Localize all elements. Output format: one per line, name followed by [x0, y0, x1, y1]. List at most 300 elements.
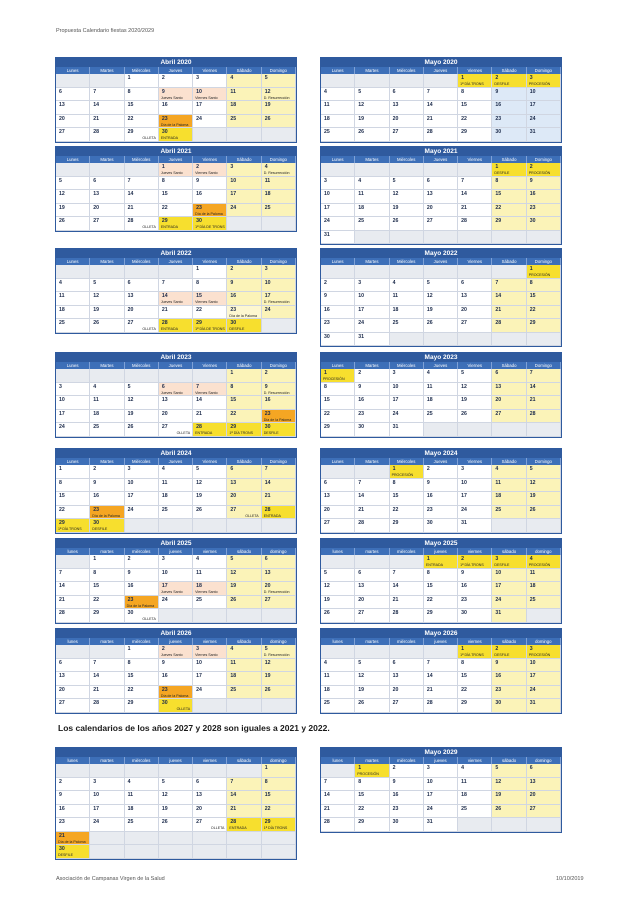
day-number: 17	[495, 583, 502, 589]
day-event-label: Día de la Paloma	[195, 211, 223, 216]
day-number: 11	[358, 191, 364, 197]
day-number: 25	[324, 700, 330, 706]
calendar-grid	[321, 74, 561, 142]
day-number: 1	[196, 266, 200, 272]
day-number: 30	[59, 846, 65, 852]
calendar-grid	[56, 465, 296, 533]
day-cell	[355, 204, 389, 218]
day-cell	[159, 699, 193, 713]
day-cell	[424, 204, 458, 218]
day-number: 14	[358, 493, 365, 499]
day-cell	[492, 204, 526, 218]
weekday-label: Jueves	[424, 458, 458, 465]
day-event-label: DESFILE	[58, 853, 73, 857]
day-number: 27	[426, 218, 433, 224]
day-number: 12	[264, 659, 271, 666]
day-number: 13	[358, 583, 365, 589]
day-cell	[90, 279, 124, 293]
calendar-title: Abril 2021	[56, 147, 296, 156]
day-cell	[458, 492, 492, 506]
day-number: 23	[426, 506, 433, 513]
day-number: 26	[358, 700, 365, 706]
day-cell	[56, 832, 90, 846]
day-cell	[458, 128, 492, 142]
day-number: 30	[93, 520, 100, 526]
weekday-header	[321, 757, 561, 764]
day-cell	[390, 479, 424, 493]
day-number: 14	[161, 293, 168, 299]
day-cell	[458, 805, 492, 819]
day-cell	[262, 791, 296, 805]
day-cell	[424, 128, 458, 142]
day-number: 29	[358, 819, 365, 825]
day-cell	[193, 306, 227, 320]
calendar-mayo-2022	[320, 248, 562, 347]
day-number: 11	[264, 177, 271, 184]
day-cell	[227, 791, 261, 805]
day-cell	[262, 292, 296, 306]
day-number: 11	[495, 479, 501, 486]
day-cell	[227, 115, 261, 129]
day-cell	[424, 555, 458, 569]
day-event-label: PROCESIÓN	[528, 82, 551, 86]
day-cell	[125, 645, 159, 659]
day-cell	[527, 319, 561, 333]
day-cell	[458, 319, 492, 333]
day-cell	[321, 369, 355, 383]
day-cell	[390, 88, 424, 102]
day-cell	[90, 596, 124, 610]
day-number: 9	[161, 659, 165, 666]
day-number: 10	[93, 792, 100, 798]
day-number: 27	[59, 129, 65, 135]
day-number: 18	[196, 583, 202, 589]
calendar-grid	[56, 163, 296, 231]
calendar-title: Abril 2023	[56, 353, 296, 362]
weekday-label: Jueves	[159, 258, 193, 265]
day-cell	[527, 805, 561, 819]
day-cell	[262, 369, 296, 383]
day-number: 30	[495, 700, 502, 706]
day-number: 28	[93, 129, 100, 135]
day-number: 10	[426, 778, 433, 785]
day-event-label: Día de la Paloma	[92, 513, 120, 518]
calendar-title: Mayo 2025	[321, 539, 561, 548]
day-event-label: D. Resurrección	[263, 95, 290, 100]
day-cell	[262, 163, 296, 177]
day-number: 4	[358, 177, 362, 184]
day-cell	[125, 845, 159, 859]
weekday-label: Jueves	[424, 258, 458, 265]
day-number: 19	[426, 306, 433, 313]
day-number: 16	[93, 493, 100, 499]
day-event-label: Viernes Santo	[195, 590, 218, 594]
day-cell	[125, 465, 159, 479]
day-event-label: 1ª DÍA TRONS	[229, 431, 254, 435]
day-number: 26	[161, 819, 168, 825]
weekday-label: lunes	[56, 757, 90, 764]
weekday-label: Lunes	[56, 362, 90, 369]
weekday-header	[321, 67, 561, 74]
day-cell	[458, 383, 492, 397]
day-number: 22	[264, 805, 271, 812]
day-cell	[355, 217, 389, 231]
weekday-label: jueves	[424, 548, 458, 555]
day-cell	[56, 778, 90, 792]
day-number: 6	[392, 659, 396, 666]
day-number: 14	[392, 583, 399, 589]
day-number: 8	[324, 383, 327, 390]
weekday-label: Miércoles	[125, 258, 159, 265]
day-number: 17	[324, 204, 330, 211]
day-cell	[390, 555, 424, 569]
day-number: 4	[59, 279, 62, 286]
day-number: 15	[127, 673, 134, 679]
day-cell	[193, 217, 227, 231]
weekday-label: Lunes	[56, 458, 90, 465]
day-number: 24	[59, 424, 65, 430]
day-cell	[458, 204, 492, 218]
day-cell	[125, 88, 159, 102]
day-cell	[492, 128, 526, 142]
day-cell	[355, 292, 389, 306]
weekday-label: jueves	[424, 638, 458, 645]
weekday-label: Sábado	[492, 67, 526, 74]
day-cell	[492, 596, 526, 610]
day-cell	[321, 699, 355, 713]
day-cell	[355, 519, 389, 533]
day-event-label: OLLETA	[142, 617, 156, 621]
day-cell	[193, 369, 227, 383]
day-cell	[125, 686, 159, 700]
day-cell	[125, 217, 159, 231]
day-number: 18	[358, 204, 365, 211]
day-cell	[262, 217, 296, 231]
day-cell	[193, 204, 227, 218]
day-number: 18	[392, 306, 399, 313]
day-cell	[159, 659, 193, 673]
day-cell	[424, 333, 458, 347]
day-number: 4	[461, 765, 465, 771]
day-cell	[527, 423, 561, 437]
day-number: 25	[324, 129, 330, 135]
day-event-label: OLLETA	[142, 225, 156, 229]
day-number: 17	[230, 191, 237, 197]
weekday-label: Lunes	[321, 458, 355, 465]
weekday-label: Lunes	[321, 362, 355, 369]
day-number: 25	[230, 115, 237, 122]
day-event-label: 1ª DÍA TRONS	[460, 82, 484, 86]
day-number: 19	[358, 115, 365, 122]
day-cell	[56, 115, 90, 129]
day-cell	[527, 115, 561, 129]
day-cell	[390, 101, 424, 115]
day-cell	[56, 265, 90, 279]
day-number: 27	[161, 424, 168, 430]
day-cell	[321, 396, 355, 410]
weekday-label: Jueves	[159, 458, 193, 465]
day-number: 24	[127, 506, 134, 513]
day-cell	[321, 410, 355, 424]
day-cell	[159, 805, 193, 819]
day-number: 15	[324, 397, 330, 403]
day-cell	[227, 163, 261, 177]
day-cell	[458, 333, 492, 347]
day-cell	[321, 319, 355, 333]
weekday-label: Jueves	[159, 156, 193, 163]
day-cell	[159, 609, 193, 623]
day-number: 26	[529, 506, 536, 513]
day-number: 23	[196, 204, 202, 211]
day-number: 23	[59, 819, 65, 825]
day-number: 29	[59, 520, 65, 526]
day-cell	[125, 369, 159, 383]
day-cell	[355, 163, 389, 177]
weekday-header	[321, 638, 561, 645]
day-number: 31	[392, 424, 399, 430]
day-cell	[56, 279, 90, 293]
day-cell	[527, 764, 561, 778]
day-cell	[492, 645, 526, 659]
day-cell	[227, 832, 261, 846]
day-number: 22	[93, 596, 100, 603]
day-cell	[193, 805, 227, 819]
day-number: 21	[93, 115, 100, 122]
day-cell	[193, 279, 227, 293]
day-number: 24	[358, 320, 365, 326]
day-cell	[262, 383, 296, 397]
day-number: 8	[196, 279, 200, 286]
day-cell	[227, 659, 261, 673]
day-number: 1	[127, 75, 131, 81]
day-cell	[262, 596, 296, 610]
day-number: 5	[264, 646, 268, 652]
day-cell	[56, 101, 90, 115]
day-cell	[458, 396, 492, 410]
day-cell	[355, 659, 389, 673]
day-number: 11	[196, 569, 202, 576]
day-cell	[125, 74, 159, 88]
day-number: 23	[324, 320, 330, 326]
day-cell	[321, 177, 355, 191]
day-number: 3	[93, 778, 97, 785]
calendar-abril-2025	[55, 538, 297, 624]
day-cell	[355, 492, 389, 506]
day-cell	[527, 465, 561, 479]
day-number: 16	[161, 673, 168, 679]
day-number: 2	[127, 556, 131, 562]
day-number: 30	[495, 129, 502, 135]
day-cell	[90, 805, 124, 819]
day-cell	[90, 832, 124, 846]
day-number: 9	[392, 778, 396, 785]
day-number: 23	[161, 686, 168, 693]
day-number: 26	[264, 115, 271, 122]
day-cell	[227, 492, 261, 506]
day-cell	[90, 519, 124, 533]
day-cell	[193, 845, 227, 859]
day-cell	[355, 306, 389, 320]
day-number: 15	[161, 191, 168, 197]
day-cell	[424, 672, 458, 686]
day-number: 29	[461, 129, 467, 135]
day-number: 12	[392, 191, 399, 197]
day-cell	[527, 410, 561, 424]
day-number: 30	[358, 424, 365, 430]
day-number: 4	[324, 88, 327, 95]
day-number: 27	[59, 700, 65, 706]
day-cell	[390, 805, 424, 819]
day-cell	[321, 479, 355, 493]
day-event-label: Día de la Paloma	[263, 417, 292, 422]
day-number: 17	[264, 293, 271, 299]
weekday-label: viernes	[193, 548, 227, 555]
day-cell	[125, 609, 159, 623]
day-cell	[424, 396, 458, 410]
day-event-label: PROCESIÓN	[357, 772, 379, 776]
day-cell	[125, 319, 159, 333]
day-cell	[458, 818, 492, 832]
day-cell	[159, 423, 193, 437]
day-cell	[527, 582, 561, 596]
day-cell	[321, 582, 355, 596]
day-number: 25	[426, 410, 433, 417]
day-cell	[159, 596, 193, 610]
day-cell	[390, 582, 424, 596]
weekday-label: miércoles	[390, 548, 424, 555]
weekday-label: Lunes	[56, 67, 90, 74]
day-cell	[424, 506, 458, 520]
day-cell	[227, 265, 261, 279]
day-cell	[492, 292, 526, 306]
day-cell	[527, 396, 561, 410]
day-number: 17	[461, 493, 467, 499]
day-number: 25	[161, 506, 168, 513]
calendar-grid	[321, 163, 561, 244]
day-cell	[458, 292, 492, 306]
day-number: 27	[264, 596, 271, 603]
day-cell	[262, 101, 296, 115]
day-number: 9	[495, 88, 499, 95]
day-cell	[262, 645, 296, 659]
day-number: 7	[392, 569, 396, 576]
day-number: 2	[495, 646, 499, 652]
day-number: 24	[264, 306, 271, 313]
day-number: 8	[59, 479, 62, 486]
day-number: 31	[495, 610, 502, 616]
day-cell	[56, 845, 90, 859]
weekday-label: Miércoles	[125, 67, 159, 74]
day-cell	[227, 582, 261, 596]
day-number: 16	[127, 583, 134, 589]
day-number: 17	[59, 410, 65, 417]
calendar-grid	[321, 645, 561, 713]
day-cell	[90, 292, 124, 306]
day-number: 19	[264, 673, 271, 679]
day-number: 23	[93, 506, 100, 513]
day-cell	[193, 672, 227, 686]
day-cell	[527, 778, 561, 792]
day-number: 6	[392, 88, 396, 95]
day-number: 27	[93, 218, 100, 224]
day-number: 13	[196, 792, 202, 798]
day-cell	[90, 177, 124, 191]
day-cell	[125, 699, 159, 713]
day-cell	[492, 279, 526, 293]
day-cell	[159, 190, 193, 204]
day-cell	[321, 190, 355, 204]
day-number: 3	[358, 279, 362, 286]
day-cell	[90, 410, 124, 424]
day-cell	[527, 177, 561, 191]
day-cell	[159, 217, 193, 231]
day-event-label: Jueves Santo	[160, 653, 183, 657]
day-number: 29	[461, 700, 467, 706]
weekday-label: Viernes	[458, 67, 492, 74]
day-cell	[458, 88, 492, 102]
day-number: 15	[230, 397, 237, 403]
day-cell	[227, 569, 261, 583]
day-cell	[355, 128, 389, 142]
day-number: 6	[426, 177, 430, 184]
day-cell	[492, 699, 526, 713]
day-cell	[390, 128, 424, 142]
day-number: 9	[230, 279, 234, 286]
day-cell	[458, 596, 492, 610]
day-number: 13	[93, 191, 100, 197]
day-number: 20	[426, 204, 433, 211]
day-cell	[321, 778, 355, 792]
weekday-header	[56, 67, 296, 74]
day-cell	[527, 791, 561, 805]
day-cell	[492, 231, 526, 245]
day-number: 17	[196, 102, 202, 108]
day-cell	[90, 699, 124, 713]
day-cell	[424, 686, 458, 700]
day-event-label: Viernes Santo	[195, 171, 218, 175]
day-cell	[492, 74, 526, 88]
day-number: 1	[324, 370, 327, 376]
day-event-label: OLLETA	[142, 327, 156, 331]
day-cell	[90, 686, 124, 700]
weekday-label: viernes	[193, 638, 227, 645]
calendar-grid	[321, 764, 561, 832]
weekday-label: domingo	[262, 548, 296, 555]
day-number: 20	[127, 306, 134, 313]
day-cell	[390, 217, 424, 231]
day-cell	[90, 383, 124, 397]
day-cell	[227, 177, 261, 191]
day-cell	[193, 423, 227, 437]
calendar-abril-2024	[55, 448, 297, 534]
day-event-label: PROCESIÓN	[528, 273, 551, 277]
weekday-label: Miércoles	[125, 362, 159, 369]
day-number: 3	[127, 466, 131, 472]
day-cell	[159, 845, 193, 859]
weekday-label: jueves	[159, 757, 193, 764]
day-number: 2	[426, 466, 430, 472]
day-number: 13	[59, 673, 65, 679]
day-cell	[390, 672, 424, 686]
day-number: 27	[392, 700, 399, 706]
day-cell	[458, 423, 492, 437]
calendar-mayo-2025	[320, 538, 562, 624]
weekday-header	[56, 757, 296, 764]
day-cell	[458, 699, 492, 713]
day-number: 9	[59, 792, 62, 798]
day-cell	[227, 596, 261, 610]
day-event-label: ENTRADA	[160, 136, 179, 140]
